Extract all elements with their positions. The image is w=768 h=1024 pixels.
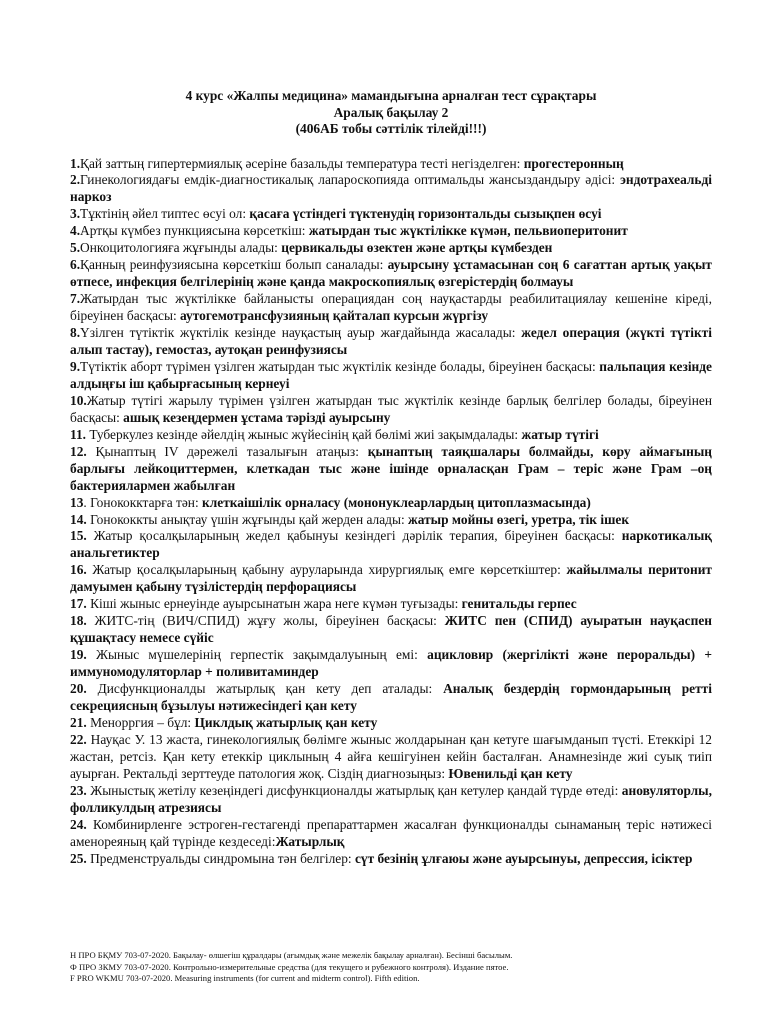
answer-text: ЖИТС пен (СПИД) ауыратын науқаспен құшақтасу немесе сүйіс [70,613,712,646]
question-text: Жатырдан тыс жүктілікке байланысты операциядан соң науқастарды реабилитациялау кешеніне кіреді, біреуінен басқасы: [70,291,712,324]
question-item [70,851,712,868]
answer-text: прогестеронның [523,155,624,171]
question-number: 14. [70,511,87,527]
question-item [70,596,712,613]
answer-text: Ювенильді қан кету [448,765,573,781]
question-text: Онкоцитологияға жұғынды алады: [80,240,282,256]
document-header [70,88,712,138]
answer-text: Циклдық жатырлық қан кету [194,714,378,730]
question-number: 24. [70,816,87,832]
question-item [70,783,712,817]
question-number: 15. [70,528,87,544]
question-item [70,732,712,783]
question-text: . Гонококктарға тән: [83,494,203,510]
question-item [70,393,712,427]
answer-text: қынаптың таяқшалары болмайды, көру аймағының барлығы лейкоциттермен, клеткадан тыс және ішінде орналасқан Грам – теріс және Грам –оң бактериялармен жабылған [70,443,712,493]
question-text: Жатыр түтігі жарылу түрімен үзілген жатырдан тыс жүктілік кезінде барлық белгілер болады, біреуінен басқасы: [70,392,712,425]
question-text: Қай заттың гипертермиялық әсеріне базальды температура тесті негізделген: [80,155,524,171]
question-text: Үзілген түтіктік жүктілік кезінде науқастың ауыр жағдайында жасалады: [80,325,522,341]
question-item [70,562,712,596]
question-item [70,512,712,529]
document-footer [70,950,712,985]
question-text: Предменструальды синдромына тән белгілер: [86,850,355,866]
question-number: 10. [70,392,87,408]
question-number: 11. [70,426,86,442]
question-item [70,647,712,681]
question-number: 16. [70,562,87,578]
document-page [70,88,712,868]
answer-text: пальпация кезінде алдыңғы іш қабырғасының кернеуі [70,358,712,391]
question-number: 3. [70,206,81,222]
answer-text: ашық кезеңдермен ұстама тәрізді ауырсыну [123,409,391,425]
document-note: (406АБ тобы сәттілік тілейді!!!) [295,121,487,136]
question-number: 5. [70,240,81,256]
answer-text: жатырдан тыс жүктілікке күмән, пельвиоперитонит [308,223,628,239]
question-text: Қанның реинфузиясына көрсеткіш болып саналады: [80,257,388,273]
question-number: 2. [70,172,81,188]
question-item [70,613,712,647]
question-text: Дисфункционалды жатырлық қан кету деп аталады: [86,681,444,697]
question-item [70,206,712,223]
answer-text: жедел операция (жүкті түтікті алып тастау), гемостаз, аутоқан реинфузиясы [70,325,712,357]
answer-text: генитальды герпес [461,596,577,612]
question-item [70,715,712,732]
question-item [70,240,712,257]
question-number: 9. [70,358,81,374]
answer-text: ацикловир (жергілікті және перорaльды) + иммуномодуляторлар + поливитаминдер [70,647,712,680]
question-number: 4. [70,223,81,239]
question-number: 6. [70,257,81,273]
question-text: Түтіктік аборт түрімен үзілген жатырдан тыс жүктілік кезінде болады, біреуінен басқасы: [80,358,600,374]
question-number: 1. [70,155,81,171]
question-item [70,359,712,393]
question-text: Комбинирленге эстроген-гестагенді препараттармен жасалған функционалды сынаманың теріс нәтижесі аменореяның қай түрінде кездеседі: [70,816,712,849]
answer-text: клеткаішілік орналасу (мононуклеарлардың цитоплазмасында) [202,494,591,510]
question-text: Кіші жыныс ернеуінде ауырсынатын жара неге күмән туғызады: [86,596,462,612]
question-item [70,681,712,715]
question-text: Туберкулез кезінде әйелдің жыныс жүйесінің қай бөлімі жиі зақымдалады: [86,426,522,442]
answer-text: қасаға үстіндегі түктенудің горизонтальды сызықпен өсуі [249,206,602,222]
question-number: 13 [70,494,84,510]
question-text: Науқас У. 13 жаста, гинекологиялық бөлімге жыныс жолдарынан қан кетуге шағымданып түсті. Етеккірі 12 жастан, ретсіз. Қан кету етеккір циклының 4 айға кешігуінен кейін басталған. Анамнезінде жиі суық тиіп ауырған. Ректальді зерттеуде патология жоқ. Сіздің диагнозыңыз: [70,731,712,781]
question-number: 21. [70,714,87,730]
question-item [70,817,712,851]
question-item [70,172,712,206]
footer-line-kazakh: Н ПРО БҚМУ 703-07-2020. Бақылау- өлшегіш құралдары (ағымдық және межелік бақылау арналған). Бесінші басылым. [70,950,513,960]
question-item [70,291,712,325]
question-text: Жатыр қосалқыларының жедел қабынуы кезіндегі дәрілік терапия, біреуінен басқасы: [86,528,622,544]
question-text: Гонококкты анықтау үшін жұғынды қай жерден алады: [86,511,409,527]
question-text: ЖИТС-тің (ВИЧ/СПИД) жұғу жолы, біреуінен басқасы: [86,613,445,629]
question-number: 19. [70,647,87,663]
question-number: 18. [70,613,87,629]
answer-text: наркотикалық анальгетиктер [70,528,712,561]
question-item [70,325,712,359]
footer-line-russian: Ф ПРО ЗКМУ 703-07-2020. Контрольно-измерительные средства (для текущего и рубежного контроля). Издание пятое. [70,961,509,972]
answer-text: цервикальды өзектен және артқы күмбезден [281,240,553,256]
document-title: 4 курс «Жалпы медицина» мамандығына арналған тест сұрақтары [185,88,597,103]
question-text: Менорргия – бұл: [86,714,195,730]
question-number: 12. [70,443,87,459]
question-text: Артқы күмбез пункциясына көрсеткіш: [80,223,309,239]
question-item [70,528,712,562]
question-text: Қынаптың IV дәрежелі тазалығын атаңыз: [86,443,368,459]
answer-text: аутогемотрансфузияның қайталап курсын жүргізу [180,308,489,324]
answer-text: ауырсыну ұстамасынан соң 6 сағаттан артық уақыт өтпесе, инфекция белгілерінің және қанда макроскопиялық өзгерістердің болмауы [70,257,712,290]
answer-text: сүт безінің ұлғаюы және ауырсынуы, депрессия, ісіктер [354,850,693,866]
question-text: Жатыр қосалқыларының қабыну ауруларында хирургиялық емге көрсеткіштер: [86,562,567,578]
question-text: Тұктінің әйел типтес өсуі ол: [80,206,250,222]
document-subtitle: Аралық бақылау 2 [333,104,449,120]
question-list [70,156,712,868]
question-number: 25. [70,850,87,866]
question-text: Жыныстық жетілу кезеңіндегі дисфункционалды жатырлық қан кетулер қандай түрде өтеді: [86,782,622,798]
question-text: Гинекологиядағы емдік-диагностикалық лапароскопияда оптимальды жансыздандыру әдісі: [80,172,621,188]
question-item [70,156,712,173]
question-item [70,444,712,495]
question-item [70,257,712,291]
question-number: 20. [70,681,87,697]
question-number: 22. [70,731,87,747]
answer-text: ановуляторлы, фолликулдың атрезиясы [70,782,712,815]
question-item [70,495,712,512]
footer-line-english: F PRO WKMU 703-07-2020. Measuring instruments (for current and midterm control). Fifth edition. [70,973,420,984]
answer-text: жатыр мойны өзегі, уретра, тік ішек [408,511,630,527]
question-number: 17. [70,596,87,612]
question-number: 23. [70,782,87,798]
question-text: Жыныс мүшелерінің герпестік зақымдалуының емі: [86,647,428,663]
question-item [70,427,712,444]
answer-text: жайылмалы перитонит дамуымен қабыну түзілістердің перфорациясы [70,562,713,595]
answer-text: жатыр түтігі [521,426,599,442]
question-number: 8. [70,325,81,341]
answer-text: эндотрахеальді наркоз [70,172,712,205]
question-item [70,223,712,240]
answer-text: Аналық бездердің гормондарының ретті секрециясның бұзылуы нәтижесіндегі қан кету [70,681,712,713]
answer-text: Жатырлық [275,833,345,849]
question-number: 7. [70,291,81,307]
